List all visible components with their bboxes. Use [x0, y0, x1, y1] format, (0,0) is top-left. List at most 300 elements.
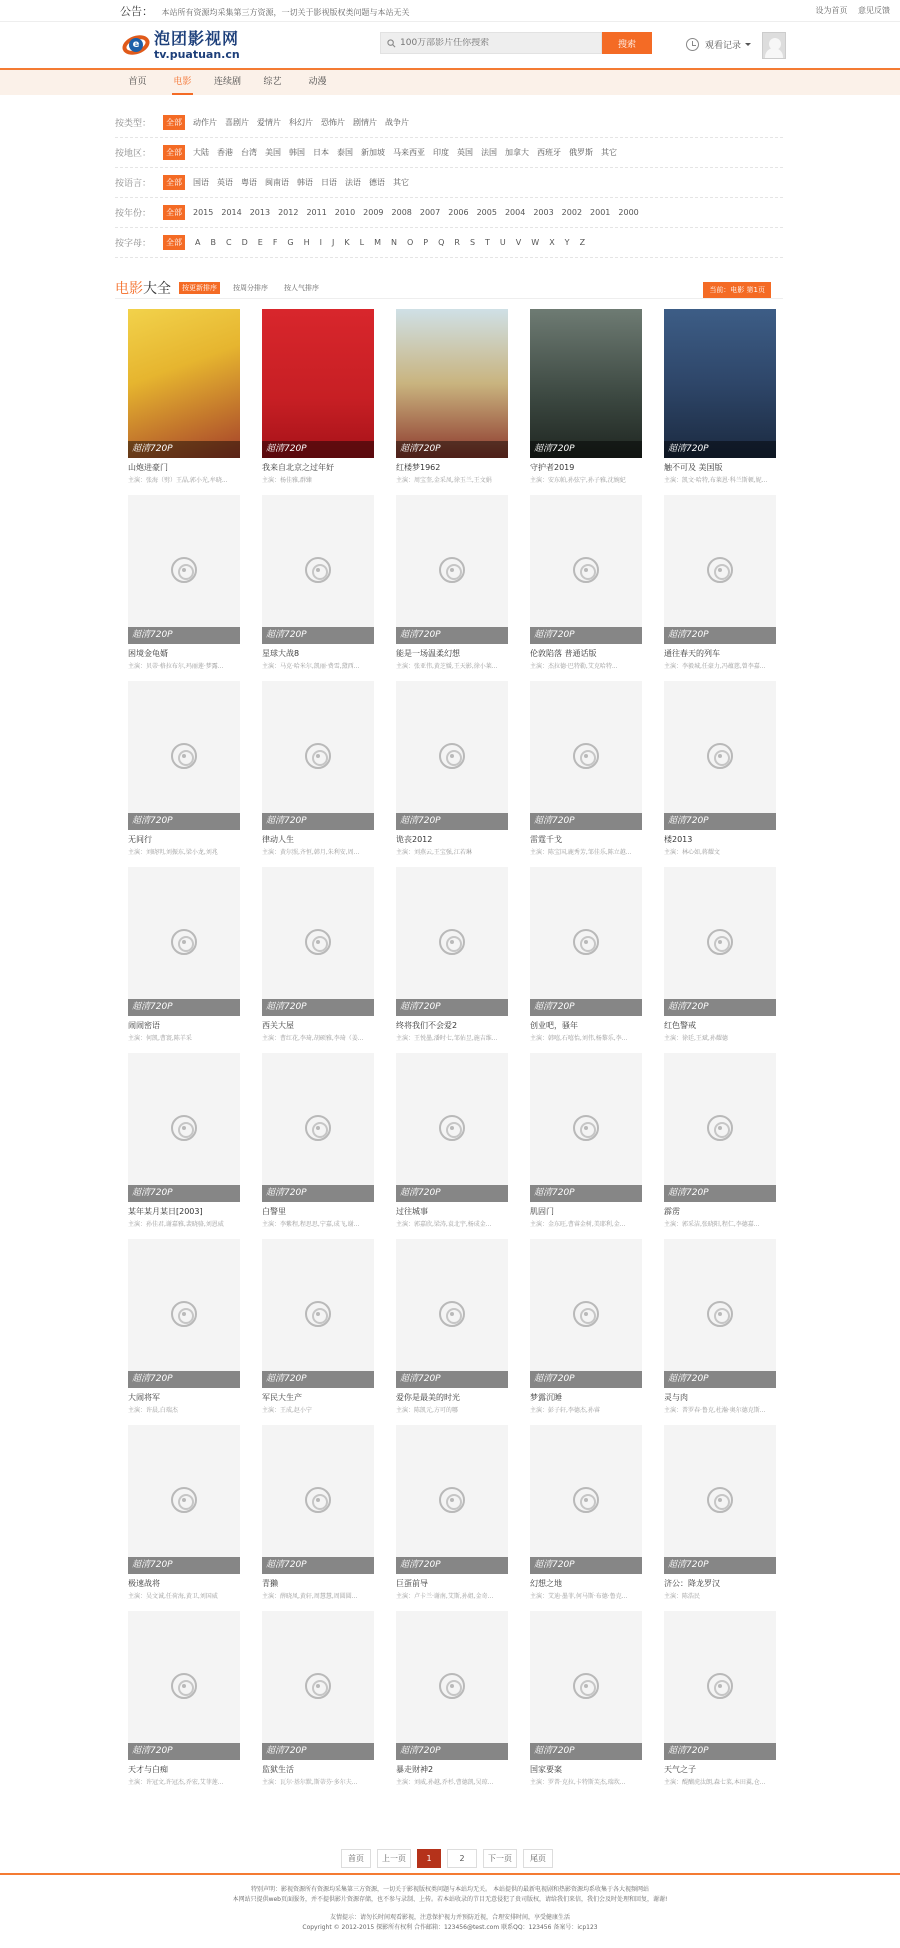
movie-poster[interactable] — [128, 1425, 240, 1574]
filter-option[interactable]: 法语 — [345, 178, 361, 187]
movie-cast: 主演：李紫程,程思思,宁嘉,成飞,谢... — [262, 1221, 360, 1228]
movie-poster[interactable] — [530, 681, 642, 830]
film-reel-icon — [573, 743, 599, 769]
quality-badge: 超清720P — [530, 1557, 642, 1574]
filter-option[interactable]: X — [549, 238, 555, 247]
sort-tab-score[interactable]: 按周分排序 — [233, 284, 268, 292]
movie-poster[interactable] — [396, 867, 508, 1016]
nav-movies[interactable]: 电影 — [160, 70, 205, 95]
quality-badge: 超清720P — [530, 999, 642, 1016]
movie-title[interactable]: 幻想之地 — [530, 1579, 562, 1588]
quality-badge: 超清720P — [262, 999, 374, 1016]
movie-cast: 主演：卢卡兰·谢南,艾斯,孙姐,金奇... — [396, 1593, 494, 1600]
filter-option[interactable]: D — [241, 238, 248, 247]
filter-option[interactable]: 2001 — [590, 208, 611, 217]
movie-title[interactable]: 楼2013 — [664, 835, 693, 844]
movie-card[interactable] — [530, 495, 642, 681]
filter-option[interactable]: J — [332, 238, 335, 247]
movie-grid — [128, 309, 768, 1797]
quality-badge: 超清720P — [262, 441, 374, 458]
movie-poster[interactable] — [396, 1239, 508, 1388]
quality-badge: 超清720P — [664, 1743, 776, 1760]
movie-poster[interactable] — [262, 1425, 374, 1574]
movie-title[interactable]: 红色警戒 — [664, 1021, 696, 1030]
movie-card[interactable] — [128, 495, 240, 681]
movie-card[interactable] — [396, 867, 508, 1053]
quality-badge: 超清720P — [128, 813, 240, 830]
movie-card[interactable] — [128, 309, 240, 495]
filter-option[interactable]: 2008 — [391, 208, 412, 217]
movie-card[interactable] — [664, 867, 776, 1053]
quality-badge: 超清720P — [664, 999, 776, 1016]
filter-option[interactable]: 闽南语 — [265, 178, 289, 187]
filter-option[interactable]: 喜剧片 — [225, 118, 249, 127]
movie-card[interactable] — [530, 309, 642, 495]
film-reel-icon — [171, 1487, 197, 1513]
filter-option[interactable]: 2003 — [533, 208, 554, 217]
movie-poster[interactable] — [530, 495, 642, 644]
movie-poster[interactable] — [530, 1053, 642, 1202]
filter-option[interactable]: 韩国 — [289, 148, 305, 157]
movie-poster[interactable] — [664, 1611, 776, 1760]
filter-option[interactable]: L — [359, 238, 365, 247]
movie-cast: 主演：张海（劈）王晶,郭小光,牟晓... — [128, 477, 228, 484]
filter-option[interactable]: K — [344, 238, 350, 247]
filter-option[interactable]: 俄罗斯 — [569, 148, 593, 157]
nav-series[interactable]: 连续剧 — [213, 77, 241, 87]
search-input[interactable] — [400, 38, 590, 48]
movie-card[interactable] — [262, 1425, 374, 1611]
filter-option[interactable]: 2005 — [476, 208, 497, 217]
search-button[interactable]: 搜索 — [602, 32, 652, 54]
movie-title[interactable]: 暴走财神2 — [396, 1765, 434, 1774]
filter-option[interactable]: 英国 — [457, 148, 473, 157]
movie-title[interactable]: 霹雳 — [664, 1207, 680, 1216]
movie-title[interactable]: 伦敦陷落 普通话版 — [530, 649, 597, 658]
movie-cast: 主演：张亚伟,黄芝媛,王天影,徐小莱... — [396, 663, 498, 670]
movie-title[interactable]: 巨蛋前导 — [396, 1579, 428, 1588]
movie-title[interactable]: 爱你是最美的时光 — [396, 1393, 460, 1402]
movie-card[interactable] — [530, 1611, 642, 1797]
movie-title[interactable]: 创业吧，骚年 — [530, 1021, 578, 1030]
movie-poster[interactable] — [128, 1053, 240, 1202]
site-logo[interactable] — [120, 30, 240, 60]
movie-title[interactable]: 灵与肉 — [664, 1393, 688, 1402]
movie-title[interactable]: 星球大战8 — [262, 649, 300, 658]
filter-option[interactable]: 科幻片 — [289, 118, 313, 127]
quality-badge: 超清720P — [530, 441, 642, 458]
movie-poster[interactable] — [396, 1425, 508, 1574]
movie-cast: 主演：徐廷,王斌,孙耀德 — [664, 1035, 728, 1042]
movie-card[interactable] — [128, 1239, 240, 1425]
film-reel-icon — [171, 743, 197, 769]
movie-cast: 主演：醍醐虎汰朗,森七菜,本田翼,仓... — [664, 1779, 766, 1786]
filter-option[interactable]: 2004 — [504, 208, 526, 217]
page-last[interactable]: 尾页 — [523, 1849, 553, 1868]
movie-cast: 主演：黄尔照,齐恒,韩月,朱利安,周... — [262, 849, 360, 856]
movie-poster[interactable] — [664, 309, 776, 458]
movie-poster[interactable] — [262, 1239, 374, 1388]
movie-poster[interactable] — [128, 309, 240, 458]
filter-option[interactable]: 马来西亚 — [393, 148, 425, 157]
caret-down-icon — [744, 42, 752, 48]
film-reel-icon — [707, 1673, 733, 1699]
filter-option[interactable]: V — [515, 238, 522, 247]
page-first[interactable]: 首页 — [341, 1849, 371, 1868]
page-prev[interactable]: 上一页 — [377, 1849, 411, 1868]
movie-card[interactable] — [664, 681, 776, 867]
movie-card[interactable] — [128, 1053, 240, 1239]
section-title: 电影大全 — [115, 281, 171, 297]
filter-option[interactable]: 战争片 — [385, 118, 409, 127]
filter-option[interactable]: 2012 — [278, 208, 299, 217]
filter-option[interactable]: N — [390, 238, 397, 247]
movie-card[interactable] — [128, 867, 240, 1053]
movie-title[interactable]: 闹闹密语 — [128, 1021, 160, 1030]
movie-title[interactable]: 大闹将军 — [128, 1393, 160, 1402]
movie-poster[interactable] — [530, 1239, 642, 1388]
movie-poster[interactable] — [664, 1239, 776, 1388]
movie-title[interactable]: 极速战将 — [128, 1579, 160, 1588]
filter-option[interactable]: B — [210, 238, 216, 247]
movie-poster[interactable] — [262, 1053, 374, 1202]
movie-title[interactable]: 青獭 — [262, 1579, 278, 1588]
movie-title[interactable]: 通往春天的列车 — [664, 649, 720, 658]
filter-option[interactable]: F — [272, 238, 278, 247]
movie-card[interactable] — [530, 1239, 642, 1425]
filter-option[interactable]: 动作片 — [193, 118, 217, 127]
filter-option[interactable]: Q — [438, 238, 445, 247]
filter-option[interactable]: 日本 — [313, 148, 329, 157]
filter-option[interactable]: H — [303, 238, 310, 247]
sort-tabs — [179, 282, 332, 294]
movie-poster[interactable] — [262, 495, 374, 644]
nav-home[interactable]: 首页 — [128, 77, 147, 87]
movie-title[interactable]: 军民大生产 — [262, 1393, 302, 1402]
movie-cast: 主演：曹红花,李琦,胡硕雅,李琦（姜... — [262, 1035, 364, 1042]
movie-card[interactable] — [396, 1239, 508, 1425]
filter-option[interactable]: Z — [579, 238, 586, 247]
filter-row-letter — [115, 228, 783, 258]
movie-poster[interactable] — [128, 1611, 240, 1760]
movie-cast: 主演：瓦尔·基尔默,斯蒂芬·多尔夫... — [262, 1779, 358, 1786]
movie-poster[interactable] — [128, 495, 240, 644]
footer — [0, 1873, 900, 1933]
filter-row-language — [115, 168, 783, 198]
quality-badge: 超清720P — [128, 1557, 240, 1574]
filter-option[interactable]: 全部 — [163, 115, 185, 130]
movie-card[interactable] — [664, 1053, 776, 1239]
filter-option[interactable]: 2006 — [448, 208, 469, 217]
filter-row-type — [115, 108, 783, 138]
filter-label: 按字母： — [115, 239, 152, 249]
movie-card[interactable] — [396, 309, 508, 495]
movie-card[interactable] — [262, 1239, 374, 1425]
movie-cast: 主演：杰拉德·巴特勒,艾克哈特... — [530, 663, 618, 670]
movie-cast: 主演：李毅城,任豪力,冯蕴慈,曾李嘉... — [664, 663, 766, 670]
filter-option[interactable]: 韩语 — [297, 178, 313, 187]
film-reel-icon — [439, 557, 465, 583]
filter-option[interactable]: 泰国 — [337, 148, 353, 157]
movie-cast: 主演：刘晓明,刘振东,梁小龙,刘兆 — [128, 849, 218, 856]
movie-poster[interactable] — [262, 867, 374, 1016]
notice — [120, 3, 410, 19]
header — [0, 22, 900, 68]
movie-title[interactable]: 天才与白痴 — [128, 1765, 168, 1774]
filter-option[interactable]: 2007 — [419, 208, 441, 217]
filter-option[interactable]: O — [406, 238, 414, 247]
page-1[interactable]: 1 — [417, 1849, 441, 1868]
nav-variety[interactable]: 综艺 — [263, 77, 282, 87]
movie-card[interactable] — [396, 1611, 508, 1797]
watch-history-button[interactable] — [686, 38, 752, 51]
filter-option[interactable]: E — [257, 238, 263, 247]
filter-option[interactable]: 2009 — [363, 208, 384, 217]
movie-poster[interactable] — [262, 1611, 374, 1760]
movie-card[interactable] — [128, 1611, 240, 1797]
filter-option[interactable]: 2013 — [249, 208, 271, 217]
movie-title[interactable]: 诡丧2012 — [396, 835, 433, 844]
movie-poster[interactable] — [530, 1425, 642, 1574]
notice-label: 公告： — [120, 4, 153, 18]
movie-card[interactable] — [396, 681, 508, 867]
search-box — [380, 32, 602, 54]
movie-title[interactable]: 触不可及 美国版 — [664, 463, 723, 472]
filter-option[interactable]: Y — [564, 238, 570, 247]
movie-card[interactable] — [262, 681, 374, 867]
filter-option[interactable]: M — [374, 238, 381, 247]
notice-text: 本站所有资源均采集第三方资源，一切关于影视版权类问题与本站无关 — [161, 7, 410, 17]
movie-title[interactable]: 监狱生活 — [262, 1765, 294, 1774]
quality-badge: 超清720P — [262, 1185, 374, 1202]
filter-option[interactable]: 西班牙 — [537, 148, 561, 157]
filter-option[interactable]: 2014 — [221, 208, 242, 217]
filter-option[interactable]: 全部 — [163, 175, 185, 190]
movie-title[interactable]: 过往城事 — [396, 1207, 428, 1216]
movie-poster[interactable] — [262, 681, 374, 830]
movie-poster[interactable] — [664, 681, 776, 830]
page-2[interactable]: 2 — [447, 1849, 477, 1868]
filter-option[interactable]: T — [485, 238, 490, 247]
movie-card[interactable] — [530, 1425, 642, 1611]
filter-option[interactable]: 2000 — [618, 208, 639, 217]
filter-option[interactable]: C — [225, 238, 232, 247]
set-home-link[interactable]: 设为首页 — [815, 6, 848, 15]
quality-badge: 超清720P — [396, 1185, 508, 1202]
movie-cast: 主演：吴文诚,任荷海,黄卫,刘国威 — [128, 1593, 218, 1600]
quality-badge: 超清720P — [396, 1743, 508, 1760]
filter-option[interactable]: 2011 — [306, 208, 327, 217]
movie-poster[interactable] — [128, 681, 240, 830]
filter-option[interactable]: 印度 — [433, 148, 449, 157]
filter-panel — [115, 108, 783, 258]
movie-cast: 主演：马克·哈米尔,凯丽·费雪,黛西... — [262, 663, 360, 670]
movie-card[interactable] — [530, 1053, 642, 1239]
film-reel-icon — [171, 1301, 197, 1327]
film-reel-icon — [171, 1115, 197, 1141]
filter-option[interactable]: 日语 — [321, 178, 337, 187]
filter-option[interactable]: 加拿大 — [505, 148, 529, 157]
quality-badge: 超清720P — [262, 1743, 374, 1760]
movie-card[interactable] — [664, 1611, 776, 1797]
movie-poster[interactable] — [664, 867, 776, 1016]
movie-poster[interactable] — [396, 495, 508, 644]
movie-poster[interactable] — [530, 867, 642, 1016]
movie-card[interactable] — [396, 1053, 508, 1239]
film-reel-icon — [573, 1301, 599, 1327]
movie-card[interactable] — [262, 1611, 374, 1797]
movie-title[interactable]: 守护者2019 — [530, 463, 575, 472]
filter-option[interactable]: 香港 — [217, 148, 233, 157]
sort-tab-popularity[interactable]: 按人气排序 — [284, 284, 319, 292]
movie-cast: 主演：林心如,蒋耀文 — [664, 849, 720, 856]
feedback-link[interactable]: 意见反馈 — [858, 6, 890, 15]
page-next[interactable]: 下一页 — [483, 1849, 517, 1868]
movie-poster[interactable] — [396, 309, 508, 458]
nav-anime[interactable]: 动漫 — [308, 77, 327, 87]
movie-cast: 主演：罗普·克拉,卡特斯芙杰,瑞坎... — [530, 1779, 626, 1786]
filter-option[interactable]: 美国 — [265, 148, 281, 157]
movie-cast: 主演：薛晓凤,黄轩,周慧慧,周圆圆... — [262, 1593, 358, 1600]
film-reel-icon — [573, 1487, 599, 1513]
movie-card[interactable] — [664, 1239, 776, 1425]
movie-poster[interactable] — [664, 495, 776, 644]
movie-poster[interactable] — [530, 1611, 642, 1760]
filter-option[interactable]: 台湾 — [241, 148, 257, 157]
movie-title[interactable]: 红楼梦1962 — [396, 463, 441, 472]
quality-badge: 超清720P — [396, 441, 508, 458]
movie-poster[interactable] — [128, 1239, 240, 1388]
movie-card[interactable] — [128, 1425, 240, 1611]
movie-poster[interactable] — [262, 309, 374, 458]
film-reel-icon — [171, 1673, 197, 1699]
movie-title[interactable]: 律动人生 — [262, 835, 294, 844]
movie-title[interactable]: 国家要案 — [530, 1765, 562, 1774]
filter-option[interactable]: R — [454, 238, 460, 247]
filter-option[interactable]: U — [499, 238, 506, 247]
quality-badge: 超清720P — [396, 999, 508, 1016]
filter-option[interactable]: 全部 — [163, 145, 185, 160]
search-icon — [387, 39, 396, 48]
search-bar — [380, 32, 652, 54]
user-avatar[interactable] — [762, 32, 786, 59]
movie-card[interactable] — [262, 867, 374, 1053]
quality-badge: 超清720P — [128, 999, 240, 1016]
movie-title[interactable]: 白警里 — [262, 1207, 286, 1216]
filter-option[interactable]: 恐怖片 — [321, 118, 345, 127]
movie-poster[interactable] — [396, 681, 508, 830]
movie-cast: 主演：安东帕,孙弦宁,孙子雅,沈婉妃 — [530, 477, 626, 484]
filter-option[interactable]: 剧情片 — [353, 118, 377, 127]
quality-badge: 超清720P — [664, 1185, 776, 1202]
film-reel-icon — [439, 1115, 465, 1141]
film-reel-icon — [707, 557, 733, 583]
filter-option[interactable]: G — [287, 238, 294, 247]
filter-option[interactable]: 大陆 — [193, 148, 209, 157]
movie-cast: 主演：许冠文,许冠杰,乔宏,艾菲莲... — [128, 1779, 224, 1786]
filter-option[interactable]: 法国 — [481, 148, 497, 157]
filter-option[interactable]: W — [531, 238, 540, 247]
film-reel-icon — [707, 743, 733, 769]
movie-poster[interactable] — [530, 309, 642, 458]
film-reel-icon — [305, 557, 331, 583]
quality-badge: 超清720P — [530, 627, 642, 644]
filter-option[interactable]: 2015 — [193, 208, 214, 217]
filter-option[interactable]: 德语 — [369, 178, 385, 187]
movie-poster[interactable] — [396, 1611, 508, 1760]
movie-poster[interactable] — [396, 1053, 508, 1202]
filter-option[interactable]: P — [423, 238, 429, 247]
filter-label: 按地区： — [115, 149, 152, 159]
quality-badge: 超清720P — [262, 1557, 374, 1574]
movie-card[interactable] — [396, 1425, 508, 1611]
filter-option[interactable]: 粤语 — [241, 178, 257, 187]
quality-badge: 超清720P — [530, 813, 642, 830]
movie-title[interactable]: 天气之子 — [664, 1765, 696, 1774]
movie-title[interactable]: 山炮进豪门 — [128, 463, 168, 472]
film-reel-icon — [439, 1487, 465, 1513]
quality-badge: 超清720P — [262, 627, 374, 644]
movie-card[interactable] — [262, 309, 374, 495]
movie-title[interactable]: 梦露沉睡 — [530, 1393, 562, 1402]
filter-option[interactable]: 新加坡 — [361, 148, 385, 157]
sort-tab-update[interactable]: 按更新排序 — [179, 282, 220, 294]
movie-poster[interactable] — [664, 1053, 776, 1202]
movie-title[interactable]: 济公：降龙罗汉 — [664, 1579, 720, 1588]
movie-card[interactable] — [262, 495, 374, 681]
movie-title[interactable]: 无间行 — [128, 835, 152, 844]
filter-option[interactable]: 全部 — [163, 235, 185, 250]
logo-name: 泡团影视网 — [154, 28, 240, 48]
filter-option[interactable]: I — [319, 238, 322, 247]
movie-title[interactable]: 能是一场温柔幻想 — [396, 649, 460, 658]
movie-cast: 主演：韩嘻,石嘻怡,刘伟,杨黎乐,李... — [530, 1035, 628, 1042]
movie-card[interactable] — [664, 1425, 776, 1611]
main-nav — [0, 68, 900, 95]
filter-option[interactable]: 英语 — [217, 178, 233, 187]
movie-title[interactable]: 某年某月某日[2003] — [128, 1207, 203, 1216]
filter-option[interactable]: A — [195, 238, 201, 247]
filter-option[interactable]: 其它 — [601, 148, 617, 157]
movie-card[interactable] — [396, 495, 508, 681]
movie-card[interactable] — [664, 309, 776, 495]
movie-title[interactable]: 西关大屋 — [262, 1021, 294, 1030]
filter-label: 按年份： — [115, 209, 152, 219]
filter-option[interactable]: 爱情片 — [257, 118, 281, 127]
movie-title[interactable]: 肌固门 — [530, 1207, 554, 1216]
movie-poster[interactable] — [128, 867, 240, 1016]
movie-poster[interactable] — [664, 1425, 776, 1574]
movie-card[interactable] — [664, 495, 776, 681]
movie-card[interactable] — [262, 1053, 374, 1239]
movie-title[interactable]: 终将我们不会爱2 — [396, 1021, 458, 1030]
movie-card[interactable] — [530, 867, 642, 1053]
filter-option[interactable]: 其它 — [393, 178, 409, 187]
filter-option[interactable]: 全部 — [163, 205, 185, 220]
filter-option[interactable]: S — [469, 238, 476, 247]
filter-option[interactable]: 国语 — [193, 178, 209, 187]
filter-option[interactable]: 2010 — [334, 208, 356, 217]
filter-option[interactable]: 2002 — [561, 208, 583, 217]
watch-history-label: 观看记录 — [705, 41, 742, 51]
film-reel-icon — [305, 743, 331, 769]
movie-card[interactable] — [530, 681, 642, 867]
movie-title[interactable]: 雷霆千戈 — [530, 835, 562, 844]
logo-icon: e — [120, 30, 150, 60]
movie-card[interactable] — [128, 681, 240, 867]
movie-title[interactable]: 困境金龟婿 — [128, 649, 168, 658]
movie-title[interactable]: 我来自北京之过年好 — [262, 463, 334, 472]
